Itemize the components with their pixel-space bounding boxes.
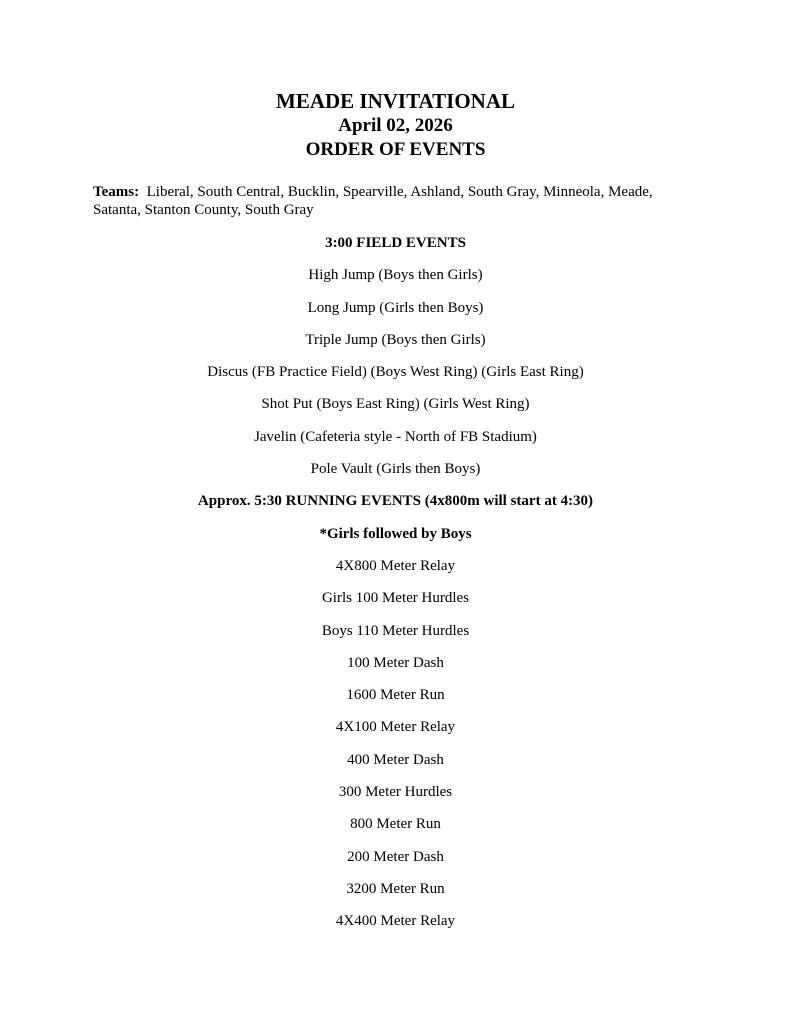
- running-event-item: 3200 Meter Run: [346, 880, 445, 897]
- events-list: [0, 233, 791, 944]
- running-event-item: 4X800 Meter Relay: [335, 557, 456, 574]
- field-event-item: Shot Put (Boys East Ring) (Girls West Ring): [261, 396, 530, 413]
- running-events-note: *Girls followed by Boys: [319, 525, 472, 542]
- running-events-heading: Approx. 5:30 RUNNING EVENTS (4x800m will start at 4:30): [197, 493, 594, 510]
- running-event-item: 800 Meter Run: [350, 816, 441, 833]
- field-events-heading: 3:00 FIELD EVENTS: [325, 235, 466, 251]
- field-event-item: Pole Vault (Girls then Boys): [310, 461, 481, 478]
- running-event-item: 400 Meter Dash: [347, 751, 444, 768]
- event-date: April 02, 2026: [338, 115, 453, 136]
- page-subtitle: ORDER OF EVENTS: [305, 139, 486, 160]
- running-event-item: 4X400 Meter Relay: [335, 913, 456, 930]
- field-event-item: High Jump (Boys then Girls): [308, 267, 483, 284]
- running-event-item: 100 Meter Dash: [347, 654, 444, 671]
- field-event-item: Discus (FB Practice Field) (Boys West Ring) (Girls East Ring): [207, 364, 584, 381]
- teams-label: Teams:: [93, 184, 140, 200]
- running-event-item: 300 Meter Hurdles: [338, 784, 453, 801]
- teams-list: Liberal, South Central, Bucklin, Spearville, Ashland, South Gray, Minneola, Meade, Satanta, Stanton County, South Gray: [93, 184, 653, 218]
- teams-paragraph: [93, 183, 703, 219]
- field-event-item: Triple Jump (Boys then Girls): [305, 331, 486, 348]
- running-event-item: 4X100 Meter Relay: [335, 719, 456, 736]
- running-event-item: 1600 Meter Run: [346, 687, 445, 704]
- title-block: [0, 88, 791, 162]
- field-event-item: Javelin (Cafeteria style - North of FB Stadium): [254, 428, 537, 445]
- page-title: MEADE INVITATIONAL: [276, 89, 515, 113]
- field-event-item: Long Jump (Girls then Boys): [307, 299, 484, 316]
- running-event-item: Girls 100 Meter Hurdles: [321, 590, 470, 607]
- running-event-item: Boys 110 Meter Hurdles: [321, 622, 470, 639]
- running-event-item: 200 Meter Dash: [347, 848, 444, 865]
